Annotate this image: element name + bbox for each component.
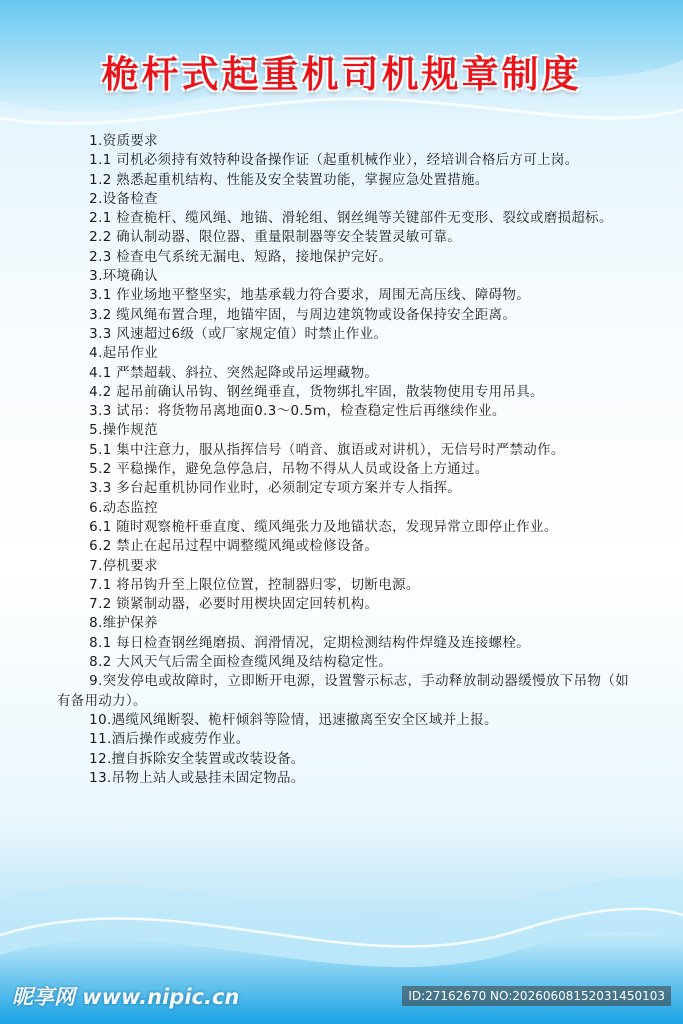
rule-item: 2.3 检查电气系统无漏电、短路，接地保护完好。 [89,249,393,265]
rule-item: 3.3 试吊：将货物吊离地面0.3～0.5m，检查稳定性后再继续作业。 [89,404,506,420]
watermark-bar [0,968,683,1024]
rule-item: 5.1 集中注意力，服从指挥信号（哨音、旗语或对讲机），无信号时严禁动作。 [89,442,565,458]
rule-item: 13.吊物上站人或悬挂未固定物品。 [89,770,305,786]
rule-item: 11.酒后操作或疲劳作业。 [89,732,250,748]
section-heading: 8.维护保养 [89,616,158,632]
rule-item: 3.1 作业场地平整坚实，地基承载力符合要求，周围无高压线、障碍物。 [89,288,531,304]
rule-item: 2.2 确认制动器、限位器、重量限制器等安全装置灵敏可靠。 [89,230,462,246]
rule-item: 8.1 每日检查钢丝绳磨损、润滑情况，定期检测结构件焊缝及连接螺栓。 [89,635,531,651]
rule-item: 6.1 随时观察桅杆垂直度、缆风绳张力及地锚状态，发现异常立即停止作业。 [89,519,558,535]
rule-item: 6.2 禁止在起吊过程中调整缆风绳或检修设备。 [89,539,379,555]
section-heading: 1.资质要求 [89,134,158,149]
rule-item: 4.1 严禁超载、斜拉、突然起降或吊运埋藏物。 [89,365,379,381]
section-heading: 4.起吊作业 [89,346,158,362]
rules-body [57,132,629,788]
rule-item: 1.1 司机必须持有效特种设备操作证（起重机械作业），经培训合格后方可上岗。 [89,153,579,169]
rule-item: 10.遇缆风绳断裂、桅杆倾斜等险情，迅速撤离至安全区域并上报。 [89,712,498,728]
rule-item: 7.2 锁紧制动器，必要时用楔块固定回转机构。 [89,597,379,613]
rule-item: 8.2 大风天气后需全面检查缆风绳及结构稳定性。 [89,655,393,671]
rule-item: 3.2 缆风绳布置合理，地锚牢固，与周边建筑物或设备保持安全距离。 [89,307,517,323]
watermark-logo: 昵享网 www.nipic.cn [12,985,240,1009]
section-heading: 2.设备检查 [89,191,158,207]
section-heading: 7.停机要求 [89,558,158,574]
rule-item: 2.1 检查桅杆、缆风绳、地锚、滑轮组、钢丝绳等关键部件无变形、裂纹或磨损超标。 [89,211,613,227]
poster-title: 桅杆式起重机司机规章制度 [101,53,582,96]
section-heading: 3.环境确认 [89,269,158,285]
rule-item: 3.3 风速超过6级（或厂家规定值）时禁止作业。 [89,326,388,342]
rule-item: 12.擅自拆除安全装置或改装设备。 [89,751,305,767]
rule-item: 4.2 起吊前确认吊钩、钢丝绳垂直，货物绑扎牢固，散装物使用专用吊具。 [89,384,544,400]
watermark-id: ID:27162670 NO:20260608152031450103 [402,986,671,1006]
section-heading: 5.操作规范 [89,423,158,439]
rule-item: 9.突发停电或故障时，立即断开电源，设置警示标志，手动释放制动器缓慢放下吊物（如有备用动力）。 [57,674,629,709]
rule-item: 7.1 将吊钩升至上限位位置，控制器归零，切断电源。 [89,577,420,593]
section-heading: 6.动态监控 [89,500,158,516]
rule-item: 3.3 多台起重机协同作业时，必须制定专项方案并专人指挥。 [89,481,462,497]
rule-item: 5.2 平稳操作，避免急停急启，吊物不得从人员或设备上方通过。 [89,462,489,478]
rule-item: 1.2 熟悉起重机结构、性能及安全装置功能，掌握应急处置措施。 [89,172,489,188]
